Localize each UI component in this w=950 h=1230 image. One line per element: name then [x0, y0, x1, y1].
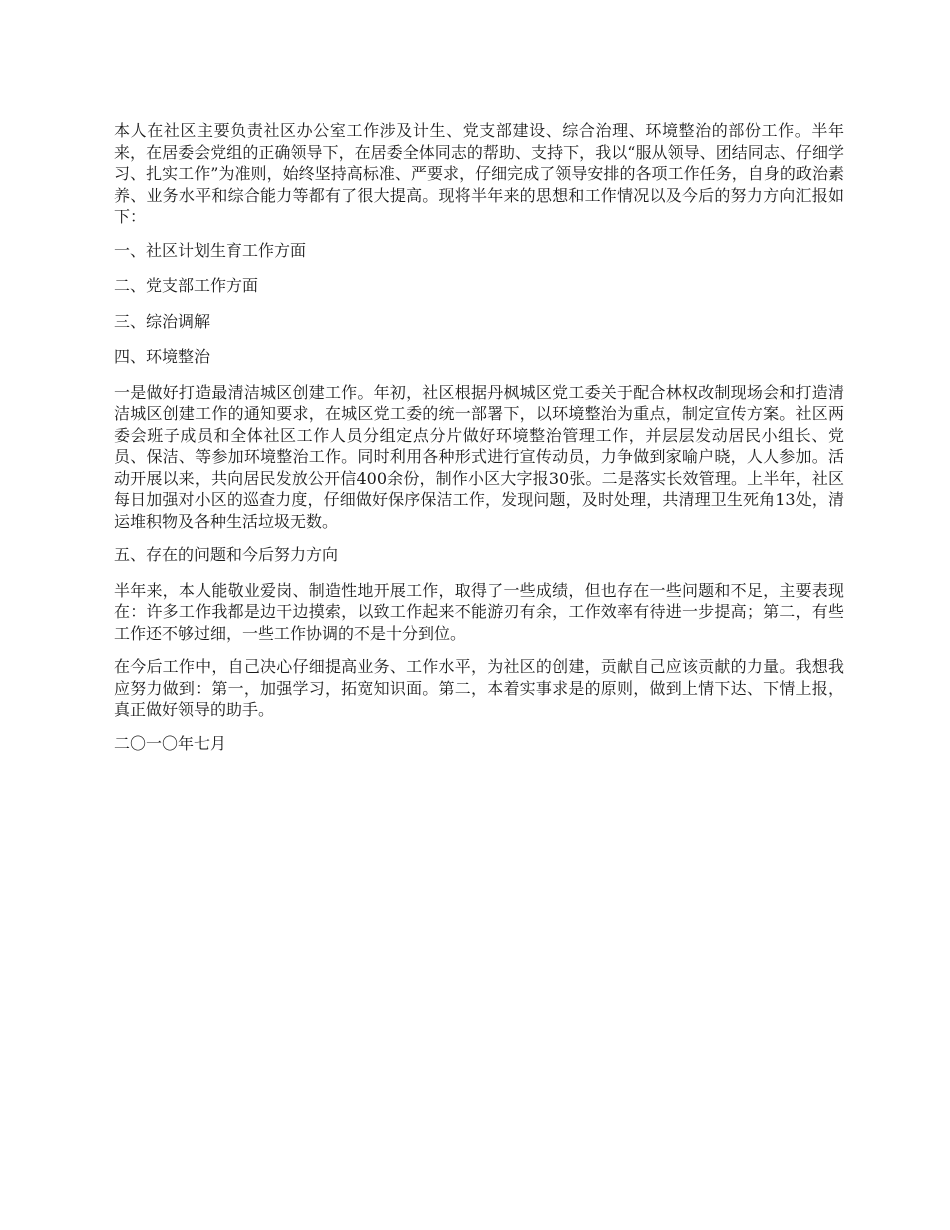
document-page	[114, 120, 844, 766]
section-heading-party-branch: 二、党支部工作方面	[114, 276, 259, 295]
future-paragraph: 在今后工作中，自己决心仔细提高业务、工作水平，为社区的创建，贡献自己应该贡献的力量。我想我应努力做到：第一，加强学习，拓宽知识面。第二，本着实事求是的原则，做到上情下达、下情上报，真正做好领导的助手。	[114, 657, 844, 719]
section-heading-mediation: 三、综治调解	[114, 311, 211, 331]
intro-paragraph: 本人在社区主要负责社区办公室工作涉及计生、党支部建设、综合治理、环境整治的部份工作。半年来，在居委会党组的正确领导下，在居委全体同志的帮助、支持下，我以“服从领导、团结同志、仔细学习、扎实工作”为准则，始终坚持高标准、严要求，仔细完成了领导安排的各项工作任务，自身的政治素养、业务水平和综合能力等都有了很大提高。现将半年来的思想和工作情况以及今后的努力方向汇报如下：	[114, 121, 844, 226]
document-date: 二〇一〇年七月	[114, 733, 227, 753]
section-heading-family-planning: 一、社区计划生育工作方面	[114, 240, 307, 260]
environment-paragraph: 一是做好打造最清洁城区创建工作。年初，社区根据丹枫城区党工委关于配合林权改制现场会和打造清洁城区创建工作的通知要求，在城区党工委的统一部署下，以环境整治为重点，制定宣传方案。社区两委会班子成员和全体社区工作人员分组定点分片做好环境整治管理工作，并层层发动居民小组长、党员、保洁、等参加环境整治工作。同时利用各种形式进行宣传动员，力争做到家喻户晓，人人参加。活动开展以来，共向居民发放公开信400余份，制作小区大字报30张。二是落实长效管理。上半年，社区每日加强对小区的巡查力度，仔细做好保序保洁工作，发现问题，及时处理，共清理卫生死角13处，清运堆积物及各种生活垃圾无数。	[114, 382, 844, 531]
section-heading-problems: 五、存在的问题和今后努力方向	[114, 545, 339, 564]
section-heading-environment: 四、环境整治	[114, 347, 211, 366]
problems-paragraph: 半年来，本人能敬业爱岗、制造性地开展工作，取得了一些成绩，但也存在一些问题和不足，主要表现在：许多工作我都是边干边摸索，以致工作起来不能游刃有余，工作效率有待进一步提高；第二，有些工作还不够过细，一些工作协调的不是十分到位。	[114, 580, 844, 643]
